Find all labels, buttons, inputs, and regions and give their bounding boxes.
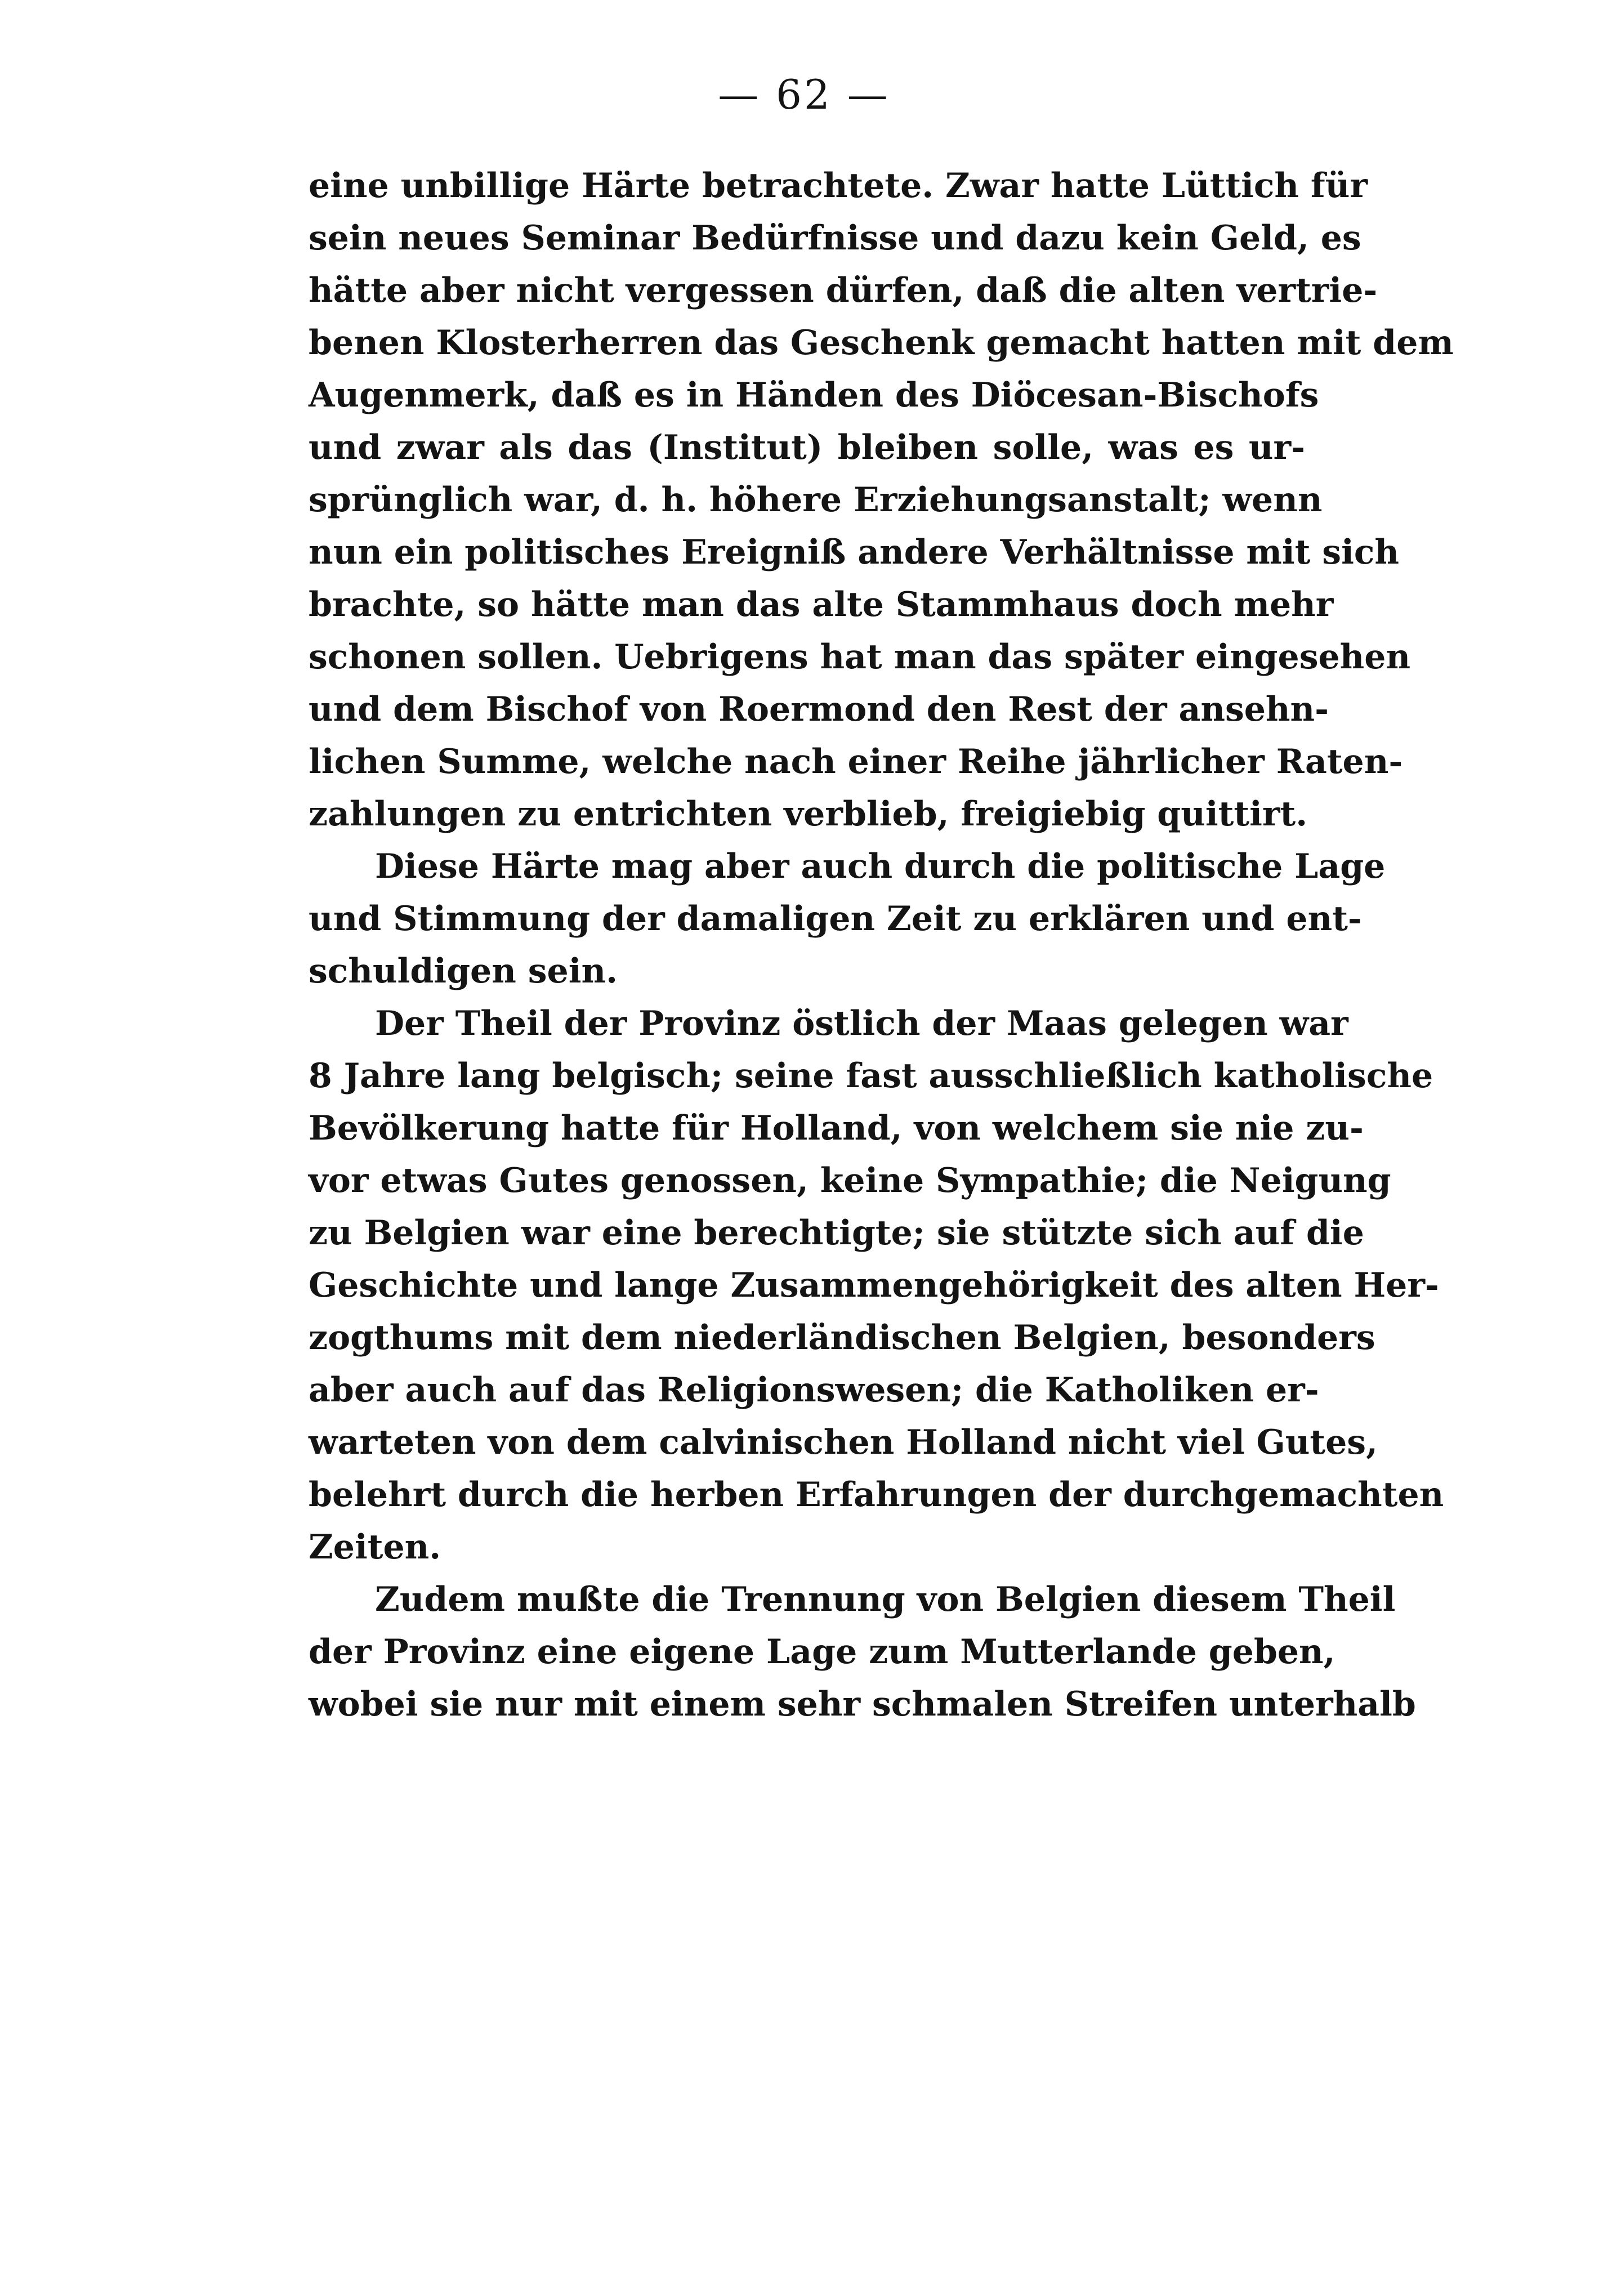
text-line: Bevölkerung hatte für Holland, von welchem sie nie zu- [309,1109,1364,1148]
text-line: lichen Summe, welche nach einer Reihe jährlicher Raten- [309,742,1403,781]
text-line: belehrt durch die herben Erfahrungen der durchgemachten [309,1475,1444,1515]
text-line: vor etwas Gutes genossen, keine Sympathie; die Neigung [309,1161,1391,1200]
text-line: eine unbillige Härte betrachtete. Zwar hatte Lüttich für [309,166,1368,206]
text-line: 8 Jahre lang belgisch; seine fast ausschließlich katholische [309,1056,1433,1096]
text-line: Zeiten. [309,1527,441,1567]
text-line: zu Belgien war eine berechtigte; sie stützte sich auf die [309,1213,1364,1253]
text-line: schonen sollen. Uebrigens hat man das später eingesehen [309,637,1411,677]
text-line: aber auch auf das Religionswesen; die Katholiken er- [309,1370,1319,1410]
text-line: und dem Bischof von Roermond den Rest der ansehn- [309,690,1329,729]
text-line: Diese Härte mag aber auch durch die politische Lage [375,847,1386,886]
text-line: wobei sie nur mit einem sehr schmalen Streifen unterhalb [309,1685,1416,1724]
text-line: und zwar als das (Institut) bleiben solle, was es ur- [309,428,1305,467]
text-line: sprünglich war, d. h. höhere Erziehungsanstalt; wenn [309,480,1323,520]
text-line: hätte aber nicht vergessen dürfen, daß die alten vertrie- [309,271,1378,310]
text-line: zahlungen zu entrichten verblieb, freigiebig quittirt. [309,794,1308,834]
text-line: der Provinz eine eigene Lage zum Mutterlande geben, [309,1632,1335,1672]
text-line: sein neues Seminar Bedürfnisse und dazu kein Geld, es [309,218,1361,258]
text-line: zogthums mit dem niederländischen Belgien, besonders [309,1318,1375,1357]
text-line: Augenmerk, daß es in Händen des Diöcesan-Bischofs [309,376,1319,415]
text-line: nun ein politisches Ereigniß andere Verhältnisse mit sich [309,533,1400,572]
text-line: Geschichte und lange Zusammengehörigkeit des alten Her- [309,1266,1439,1305]
text-line: Zudem mußte die Trennung von Belgien diesem Theil [375,1580,1396,1619]
text-line: und Stimmung der damaligen Zeit zu erklären und ent- [309,899,1362,939]
text-line: warteten von dem calvinischen Holland nicht viel Gutes, [309,1423,1378,1462]
body-text [309,160,1454,1731]
text-line: Der Theil der Provinz östlich der Maas gelegen war [375,1004,1348,1043]
text-line: benen Klosterherren das Geschenk gemacht hatten mit dem [309,323,1454,363]
text-line: brachte, so hätte man das alte Stammhaus doch mehr [309,585,1334,624]
page-number-header: — 62 — [718,71,890,118]
text-line: schuldigen sein. [309,952,618,991]
